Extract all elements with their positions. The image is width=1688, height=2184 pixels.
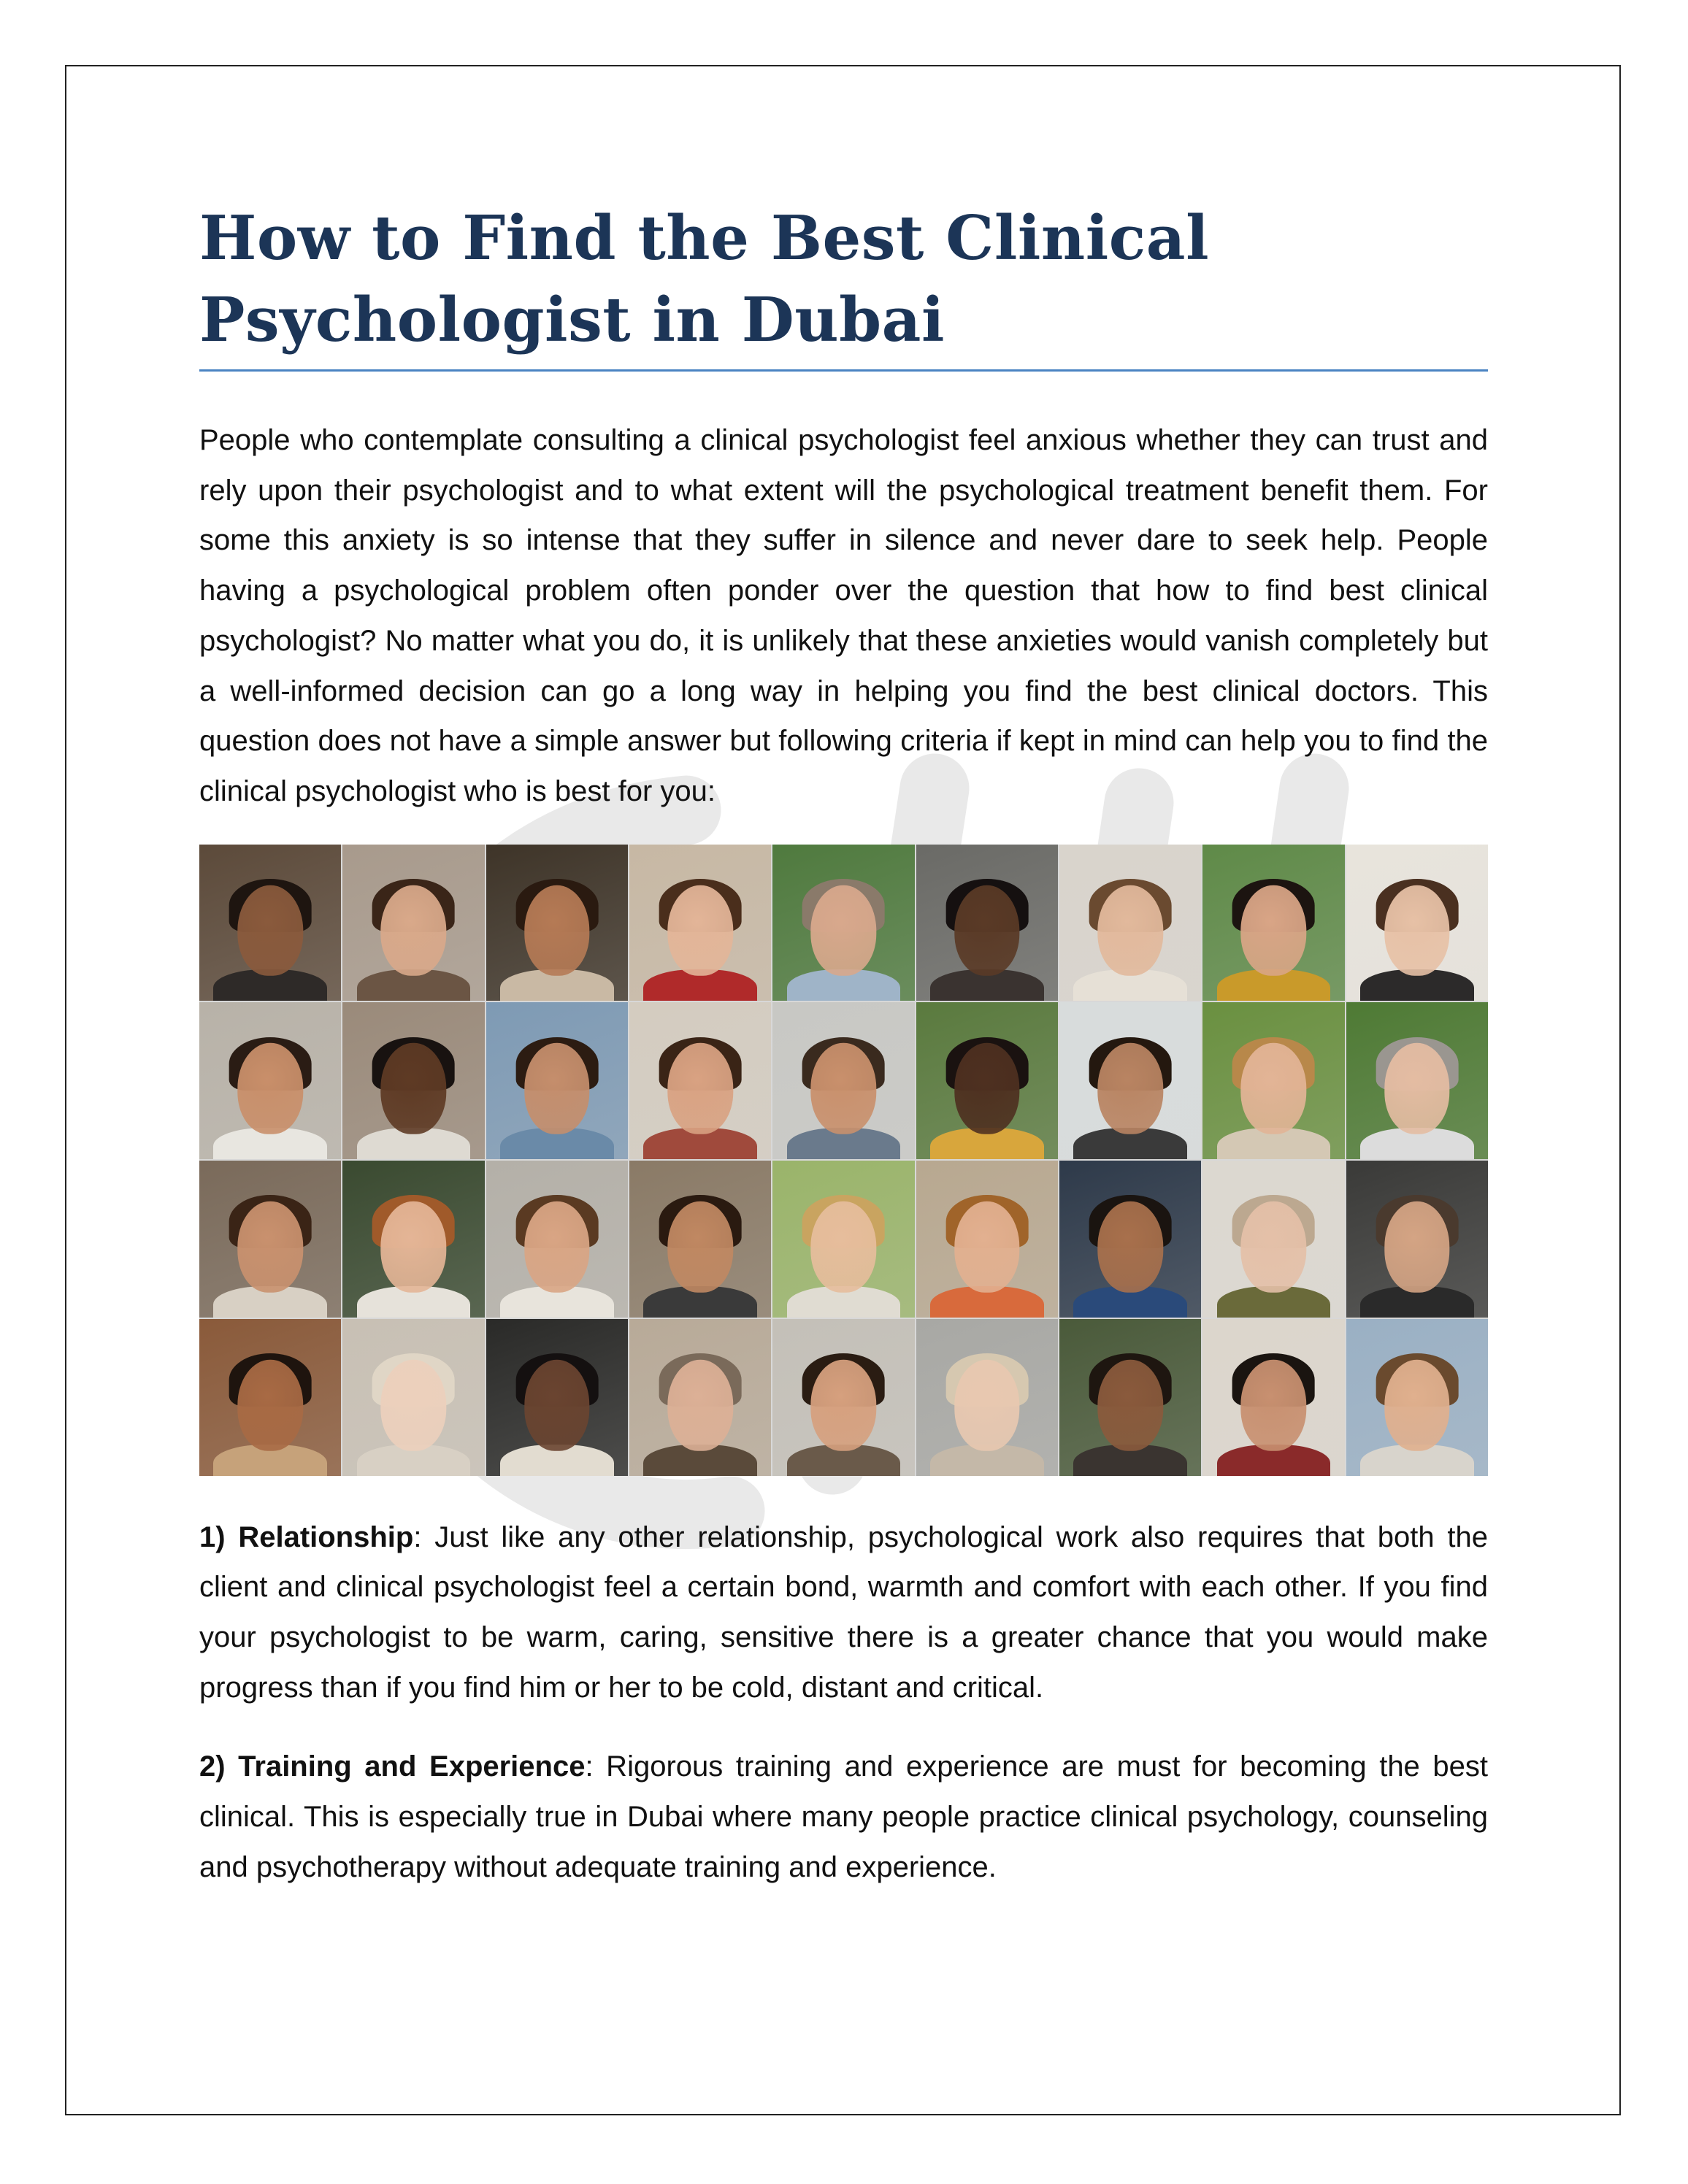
- portrait-photo: [772, 845, 914, 1001]
- portrait-photo: [1346, 1002, 1488, 1159]
- portrait-face: [1241, 1201, 1306, 1293]
- portrait-face: [1097, 1201, 1162, 1293]
- portrait-photo: [1202, 845, 1344, 1001]
- portrait-photo: [1202, 1002, 1344, 1159]
- portrait-face: [667, 885, 732, 976]
- portrait-photo: [772, 1002, 914, 1159]
- portrait-photo: [1346, 1161, 1488, 1318]
- portrait-photo: [629, 1002, 771, 1159]
- portrait-face: [1384, 1360, 1449, 1451]
- section-text: : Rigorous training and experience are must for becoming the best clinical. This is especially true in Dubai where many people practice clinical psychology, counseling and psychotherapy without adequate training and experience.: [199, 1750, 1489, 1883]
- portrait-photo: [342, 1319, 484, 1476]
- portrait-face: [1241, 1360, 1306, 1451]
- portrait-photo: [199, 1002, 341, 1159]
- portrait-face: [1384, 1201, 1449, 1293]
- portrait-face: [954, 1360, 1019, 1451]
- portrait-face: [1384, 1043, 1449, 1134]
- portrait-photo: [629, 1161, 771, 1318]
- portrait-photo: [199, 845, 341, 1001]
- portrait-photo: [342, 1002, 484, 1159]
- portrait-photo: [1346, 845, 1488, 1001]
- portrait-photo: [1202, 1319, 1344, 1476]
- portrait-face: [1097, 885, 1162, 976]
- portrait-face: [811, 1360, 876, 1451]
- article: [199, 197, 1488, 1893]
- section-training-experience: [199, 1742, 1488, 1892]
- portrait-face: [954, 1201, 1019, 1293]
- portrait-photo: [772, 1161, 914, 1318]
- portrait-photo: [916, 1161, 1058, 1318]
- intro-paragraph: People who contemplate consulting a clinical psychologist feel anxious whether they can trust and rely upon their psychologist and to what extent will the psychological treatment benefit them. For some this anxiety is so intense that they suffer in silence and never dare to seek help. People having a psychological problem often ponder over the question that how to find best clinical psychologist? No matter what you do, it is unlikely that these anxieties would vanish completely but a well-informed decision can go a long way in helping you find the best clinical doctors. This question does not have a simple answer but following criteria if kept in mind can help you to find the clinical psychologist who is best for you:: [199, 424, 1488, 807]
- portrait-face: [237, 1201, 302, 1293]
- portrait-photo: [486, 1002, 628, 1159]
- portrait-face: [381, 1360, 446, 1451]
- section-text: : Just like any other relationship, psychological work also requires that both the client and clinical psychologist feel a certain bond, warmth and comfort with each other. If you find your psychologist to be warm, caring, sensitive there is a greater chance that you would make progress than if you find him or her to be cold, distant and critical.: [199, 1520, 1489, 1704]
- portrait-photo: [1059, 1319, 1201, 1476]
- title-underline: [199, 369, 1488, 372]
- portrait-face: [954, 1043, 1019, 1134]
- portrait-face: [1384, 885, 1449, 976]
- portrait-face: [381, 1043, 446, 1134]
- portrait-photo: [1346, 1319, 1488, 1476]
- photo-collage: [199, 845, 1488, 1476]
- portrait-photo: [1059, 1002, 1201, 1159]
- portrait-face: [381, 1201, 446, 1293]
- portrait-face: [524, 885, 589, 976]
- portrait-face: [811, 1201, 876, 1293]
- portrait-face: [237, 885, 302, 976]
- portrait-face: [811, 1043, 876, 1134]
- portrait-face: [667, 1201, 732, 1293]
- section-relationship: [199, 1512, 1488, 1713]
- portrait-photo: [342, 845, 484, 1001]
- portrait-photo: [916, 1002, 1058, 1159]
- portrait-face: [381, 885, 446, 976]
- portrait-face: [1097, 1043, 1162, 1134]
- portrait-face: [237, 1360, 302, 1451]
- portrait-photo: [486, 845, 628, 1001]
- portrait-face: [1097, 1360, 1162, 1451]
- portrait-photo: [199, 1319, 341, 1476]
- portrait-photo: [342, 1161, 484, 1318]
- portrait-face: [524, 1360, 589, 1451]
- portrait-face: [524, 1201, 589, 1293]
- portrait-face: [811, 885, 876, 976]
- portrait-photo: [486, 1319, 628, 1476]
- portrait-photo: [916, 845, 1058, 1001]
- portrait-face: [1241, 885, 1306, 976]
- section-heading: 2) Training and Experience: [199, 1750, 586, 1783]
- portrait-face: [524, 1043, 589, 1134]
- portrait-face: [667, 1360, 732, 1451]
- portrait-photo: [1202, 1161, 1344, 1318]
- portrait-photo: [1059, 845, 1201, 1001]
- portrait-face: [237, 1043, 302, 1134]
- portrait-photo: [916, 1319, 1058, 1476]
- portrait-face: [667, 1043, 732, 1134]
- section-heading: 1) Relationship: [199, 1520, 414, 1553]
- portrait-photo: [199, 1161, 341, 1318]
- portrait-photo: [629, 845, 771, 1001]
- portrait-face: [954, 885, 1019, 976]
- portrait-photo: [629, 1319, 771, 1476]
- article-title: How to Find the Best Clinical Psychologist in Dubai: [199, 202, 1210, 355]
- portrait-photo: [1059, 1161, 1201, 1318]
- portrait-photo: [486, 1161, 628, 1318]
- portrait-photo: [772, 1319, 914, 1476]
- portrait-face: [1241, 1043, 1306, 1134]
